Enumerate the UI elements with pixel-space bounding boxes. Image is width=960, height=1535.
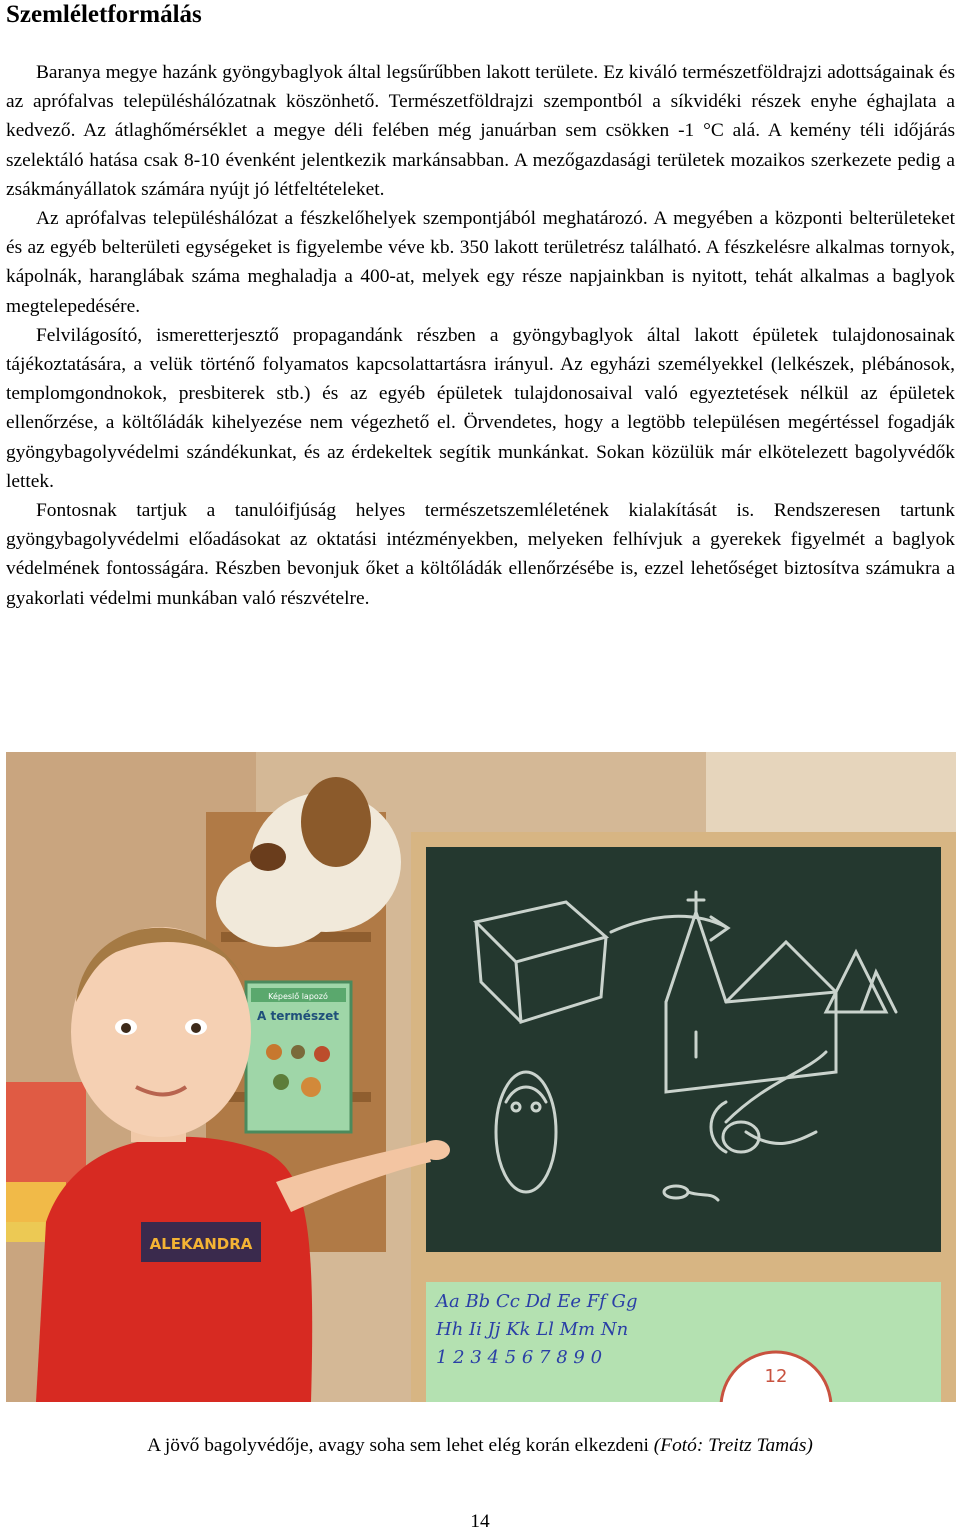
paragraph: Felvilágosító, ismeretterjesztő propagandánk részben a gyöngybaglyok által lakott épületek tulajdonosainak tájékoztatására, a velük történő folyamatos kapcsolattartásra irányul. Az egyházi személyekkel (lelkészek, plébánosok, templomgondnokok, presbiterek stb.) és az egyéb épületek tulajdonosaival való egyeztetések nélkül az épületek ellenőrzése, a költőládák kihelyezése nem végezhető el. Örvendetes, hogy a legtöbb településen megértéssel fogadják gyöngybagolyvédelmi szándékunkat, és az érdekeltek segítik munkánkat. Sokan közülük már elkötelezett bagolyvédők lettek. (6, 324, 955, 492)
paragraph: Az aprófalvas településhálózat a fészkelőhelyek szempontjából meghatározó. A megyében a központi belterületeket és az egyéb belterületi egységeket is figyelembe véve kb. 350 lakott területrész található. A fészkelésre alkalmas tornyok, kápolnák, haranglábak száma meghaladja a 400-at, melyek egy része napjainkban is nyitott, tehát alkalmas a baglyok megtelepedésére. (6, 208, 955, 317)
svg-text:ALEKANDRA: ALEKANDRA (149, 1235, 253, 1253)
svg-text:12: 12 (764, 1366, 788, 1387)
photograph (6, 752, 956, 1402)
caption-text: A jövő bagolyvédője, avagy soha sem lehet elég korán elkezdeni (147, 1435, 654, 1456)
svg-text:Képeslő lapozó: Képeslő lapozó (268, 992, 328, 1001)
svg-text:Aa Bb Cc Dd Ee Ff Gg: Aa Bb Cc Dd Ee Ff Gg (436, 1291, 638, 1312)
paragraph: Baranya megye hazánk gyöngybaglyok által legsűrűbben lakott területe. Ez kiváló természetföldrajzi adottságainak és az aprófalvas településhálózatnak köszönhető. Természetföldrajzi szempontból a síkvidéki részek enyhe éghajlata a kedvező. Az átlaghőmérséklet a megye déli felében még januárban sem csökken -1 °C alá. A kemény téli időjárás szelektáló hatása csak 8-10 évenként jelentkezik markánsabban. A mezőgazdasági területek mozaikos szerkezete pedig a zsákmányállatok számára nyújt jó létfeltételeket. (6, 62, 955, 200)
chalkboard (411, 832, 956, 1402)
nature-book (246, 982, 351, 1132)
svg-text:1 2 3 4 5 6 7 8 9 0: 1 2 3 4 5 6 7 8 9 0 (436, 1347, 603, 1368)
page-number: 14 (470, 1511, 490, 1532)
photo-caption (0, 1432, 960, 1460)
svg-text:Hh Ii Jj Kk Ll Mm Nn: Hh Ii Jj Kk Ll Mm Nn (436, 1319, 629, 1340)
paragraph: Fontosnak tartjuk a tanulóifjúság helyes természetszemléletének kialakítását is. Rendszeresen tartunk gyöngybagolyvédelmi előadásokat az oktatási intézményekben, melyeken felhívjuk a gyerekek figyelmét a baglyok védelmének fontosságára. Részben bevonjuk őket a költőládák ellenőrzésébe is, ezzel lehetőséget biztosítva számukra a gyakorlati védelmi munkában való részvételre. (6, 500, 955, 609)
photo-credit: (Fotó: Treitz Tamás) (653, 1435, 813, 1456)
page-title: Szemléletformálás (6, 1, 202, 28)
svg-text:A természet: A természet (257, 1009, 339, 1023)
article-body (6, 58, 955, 613)
